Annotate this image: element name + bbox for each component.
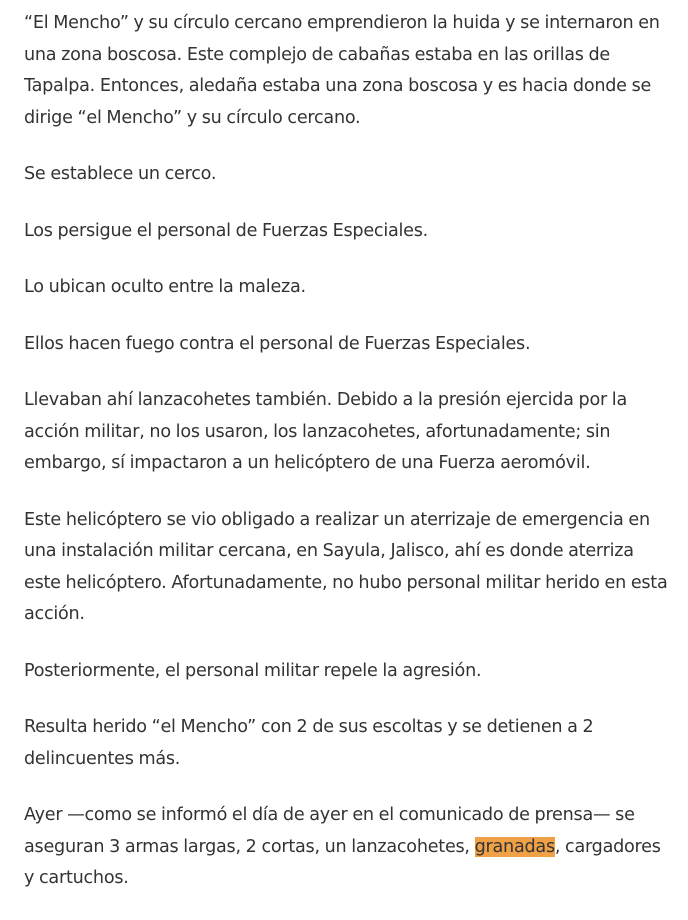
- paragraph-repele: Posteriormente, el personal militar repele la agresión.: [24, 660, 482, 681]
- paragraph-fuego: Ellos hacen fuego contra el personal de Fuerzas Especiales.: [24, 333, 531, 354]
- paragraph-herido: Resulta herido “el Mencho” con 2 de sus escoltas y se detienen a 2 delincuentes más.: [24, 717, 594, 769]
- paragraph-ubican: Lo ubican oculto entre la maleza.: [24, 277, 306, 297]
- paragraph-aseguran-text-before: Ayer —como se informó el día de ayer en el comunicado de prensa— se aseguran 3 armas largas, 2 cortas, un lanzacohetes,: [24, 805, 635, 857]
- article-body: [24, 8, 672, 920]
- paragraph-aseguran-text-after: , cargadores y cartuchos.: [24, 836, 661, 888]
- paragraph-persigue: Los persigue el personal de Fuerzas Especiales.: [24, 220, 428, 241]
- paragraph-aseguran: [24, 800, 672, 895]
- paragraph-helicoptero: Este helicóptero se vio obligado a realizar un aterrizaje de emergencia en una instalación militar cercana, en Sayula, Jalisco, ahí es donde aterriza este helicóptero. Afortunadamente, no hubo personal militar herido en esta acción.: [24, 509, 668, 624]
- highlighted-word: granadas: [474, 836, 555, 857]
- paragraph-cerco: Se establece un cerco.: [24, 164, 217, 184]
- paragraph-huida: “El Mencho” y su círculo cercano emprendieron la huida y se internaron en una zona boscosa. Este complejo de cabañas estaba en las orillas de Tapalpa. Entonces, aledaña estaba una zona boscosa y es hacia donde se dirige “el Mencho” y su círculo cercano.: [24, 13, 660, 128]
- paragraph-lanzacohetes: Llevaban ahí lanzacohetes también. Debido a la presión ejercida por la acción militar, no los usaron, los lanzacohetes, afortunadamente; sin embargo, sí impactaron a un helicóptero de una Fuerza aeromóvil.: [24, 390, 627, 473]
